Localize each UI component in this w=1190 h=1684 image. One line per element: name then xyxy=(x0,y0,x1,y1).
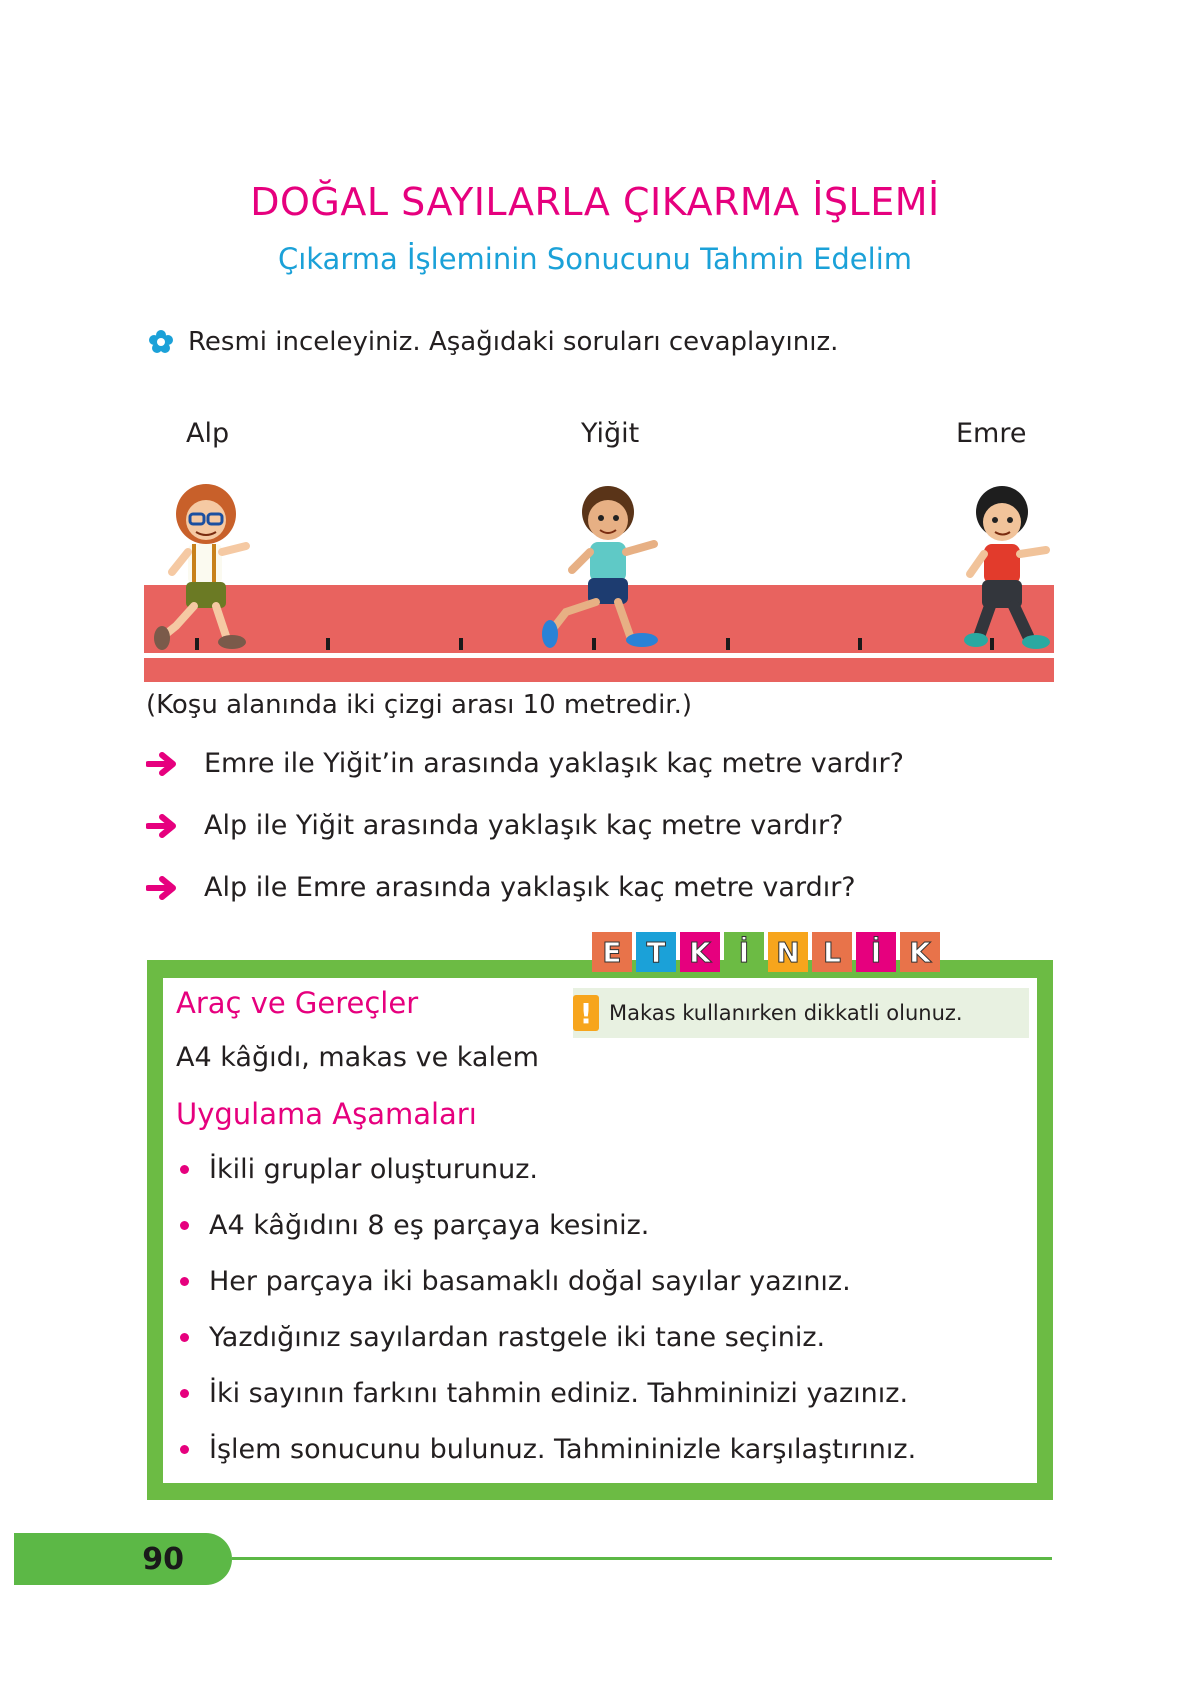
activity-tile: İ xyxy=(724,932,764,972)
step-item xyxy=(180,1378,908,1409)
activity-tile: K xyxy=(680,932,720,972)
arrow-right-icon xyxy=(146,752,180,776)
bullet-icon xyxy=(180,1165,189,1174)
track-tick xyxy=(858,638,862,650)
track-tick xyxy=(326,638,330,650)
page-subtitle: Çıkarma İşleminin Sonucunu Tahmin Edelim xyxy=(277,242,913,276)
question-text: Alp ile Yiğit arasında yaklaşık kaç metre vardır? xyxy=(204,810,844,841)
bullet-icon xyxy=(180,1333,189,1342)
steps-heading: Uygulama Aşamaları xyxy=(176,1097,477,1131)
bullet-icon xyxy=(180,1445,189,1454)
activity-tile: T xyxy=(636,932,676,972)
question-item xyxy=(146,810,843,841)
safety-warning xyxy=(573,988,1029,1038)
footer-divider xyxy=(232,1557,1052,1560)
step-text: Yazdığınız sayılardan rastgele iki tane seçiniz. xyxy=(209,1322,826,1353)
step-text: Her parçaya iki basamaklı doğal sayılar yazınız. xyxy=(209,1266,851,1297)
activity-tile: İ xyxy=(856,932,896,972)
warning-text: Makas kullanırken dikkatli olunuz. xyxy=(609,1001,963,1025)
flower-icon xyxy=(148,329,174,355)
question-item xyxy=(146,748,904,779)
activity-tile: N xyxy=(768,932,808,972)
page-number-badge xyxy=(14,1533,232,1585)
step-item xyxy=(180,1266,851,1297)
step-text: İki sayının farkını tahmin ediniz. Tahmininizi yazınız. xyxy=(209,1378,909,1409)
page-number: 90 xyxy=(142,1541,184,1577)
runner-name-emre: Emre xyxy=(956,418,1027,449)
question-text: Alp ile Emre arasında yaklaşık kaç metre vardır? xyxy=(204,872,856,903)
runner-name-yigit: Yiğit xyxy=(581,418,640,449)
intro-text: Resmi inceleyiniz. Aşağıdaki soruları cevaplayınız. xyxy=(188,327,839,357)
intro-instruction xyxy=(148,327,838,357)
runner-name-alp: Alp xyxy=(186,418,230,449)
activity-title-tiles xyxy=(592,932,940,972)
activity-tile: E xyxy=(592,932,632,972)
arrow-right-icon xyxy=(146,814,180,838)
track-tick xyxy=(726,638,730,650)
question-item xyxy=(146,872,856,903)
tools-text: A4 kâğıdı, makas ve kalem xyxy=(176,1042,539,1073)
exclamation-icon: ! xyxy=(573,995,599,1031)
bullet-icon xyxy=(180,1277,189,1286)
runner-emre-illustration xyxy=(950,478,1060,656)
step-item xyxy=(180,1322,825,1353)
step-item xyxy=(180,1154,538,1185)
runner-alp-illustration xyxy=(148,478,260,656)
step-text: İkili gruplar oluşturunuz. xyxy=(209,1154,538,1185)
step-item xyxy=(180,1434,916,1465)
activity-tile: L xyxy=(812,932,852,972)
page-title: DOĞAL SAYILARLA ÇIKARMA İŞLEMİ xyxy=(250,180,940,224)
runner-yigit-illustration xyxy=(538,478,668,656)
step-item xyxy=(180,1210,649,1241)
bullet-icon xyxy=(180,1389,189,1398)
step-text: A4 kâğıdını 8 eş parçaya kesiniz. xyxy=(209,1210,650,1241)
arrow-right-icon xyxy=(146,876,180,900)
tools-heading: Araç ve Gereçler xyxy=(176,986,419,1020)
question-text: Emre ile Yiğit’in arasında yaklaşık kaç metre vardır? xyxy=(204,748,904,779)
bullet-icon xyxy=(180,1221,189,1230)
distance-note: (Koşu alanında iki çizgi arası 10 metredir.) xyxy=(146,690,692,720)
track-tick xyxy=(459,638,463,650)
activity-tile: K xyxy=(900,932,940,972)
step-text: İşlem sonucunu bulunuz. Tahmininizle karşılaştırınız. xyxy=(209,1434,917,1465)
